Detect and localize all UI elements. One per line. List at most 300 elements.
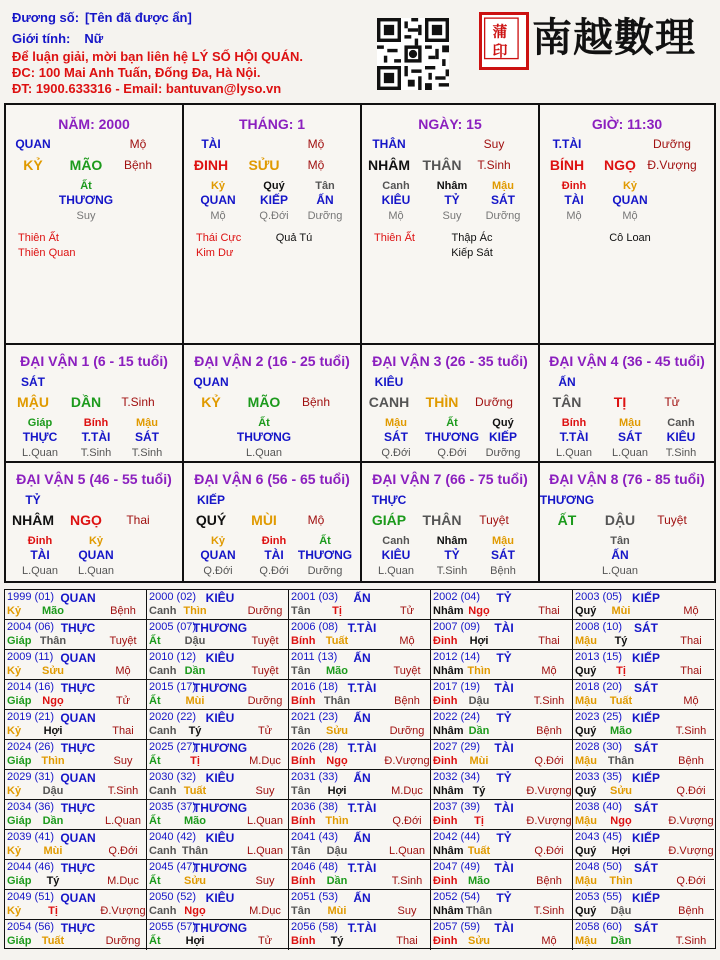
hidden-stem: Quý bbox=[263, 180, 285, 192]
year-cell[interactable] bbox=[289, 830, 431, 860]
year-label: 2050 (52) bbox=[149, 891, 197, 903]
year-branch: Tuất bbox=[41, 935, 65, 947]
dai-van-star: TỶ bbox=[25, 493, 41, 507]
year-star: T.TÀI bbox=[347, 801, 377, 815]
year-phase: M.Dục bbox=[391, 785, 423, 797]
hidden-star: KIẾP bbox=[259, 193, 289, 207]
year-phase: Thai bbox=[538, 635, 560, 647]
year-cell[interactable] bbox=[431, 620, 573, 650]
year-cell[interactable] bbox=[431, 860, 573, 890]
year-stem: Giáp bbox=[7, 695, 32, 707]
year-branch: Dần bbox=[326, 875, 348, 887]
year-phase: Tuyệt bbox=[109, 635, 137, 647]
qr-code-icon[interactable] bbox=[377, 18, 449, 90]
year-phase: Mộ bbox=[399, 635, 415, 647]
hidden-phase: L.Quan bbox=[555, 447, 593, 459]
hidden-star: ẤN bbox=[316, 193, 334, 207]
hidden-star: QUAN bbox=[200, 193, 236, 207]
hidden-stem: Kỷ bbox=[210, 535, 226, 547]
hidden-star: QUAN bbox=[200, 548, 236, 562]
year-phase: Bệnh bbox=[678, 905, 704, 917]
year-cell[interactable] bbox=[5, 740, 147, 770]
special-star: Thập Ác bbox=[451, 232, 493, 244]
year-label: 2029 (31) bbox=[7, 771, 55, 783]
year-label: 2058 (60) bbox=[575, 921, 623, 933]
hidden-phase: Q.Đới bbox=[259, 565, 289, 577]
pillar-cell[interactable] bbox=[540, 105, 714, 345]
dai-van-star: SÁT bbox=[21, 375, 45, 389]
year-cell[interactable] bbox=[147, 590, 289, 620]
year-stem: Đinh bbox=[433, 755, 458, 767]
hidden-stem: Tân bbox=[610, 535, 630, 547]
year-stem: Mậu bbox=[575, 635, 597, 647]
year-star: TỶ bbox=[496, 771, 512, 785]
hidden-phase: Q.Đới bbox=[437, 447, 467, 459]
year-cell[interactable] bbox=[573, 890, 714, 920]
special-star: Thái Cực bbox=[196, 232, 242, 244]
year-label: 2018 (20) bbox=[575, 681, 623, 693]
year-label: 2006 (08) bbox=[291, 621, 339, 633]
hidden-stem: Ất bbox=[80, 180, 92, 192]
dai-van-stem: KỶ bbox=[201, 394, 221, 410]
year-cell[interactable] bbox=[5, 620, 147, 650]
year-label: 2007 (09) bbox=[433, 621, 481, 633]
year-branch: Hợi bbox=[43, 725, 63, 737]
year-star: THỰC bbox=[60, 621, 96, 635]
year-phase: Bệnh bbox=[110, 605, 136, 617]
year-cell[interactable] bbox=[5, 680, 147, 710]
year-branch: Tị bbox=[616, 665, 626, 677]
year-cell[interactable] bbox=[5, 590, 147, 620]
stem-phase: Suy bbox=[483, 137, 505, 151]
year-cell[interactable] bbox=[573, 770, 714, 800]
year-cell[interactable] bbox=[431, 890, 573, 920]
hidden-stem: Canh bbox=[667, 417, 695, 429]
year-cell[interactable] bbox=[147, 830, 289, 860]
year-cell[interactable] bbox=[289, 620, 431, 650]
year-stem: Giáp bbox=[7, 815, 32, 827]
year-stem: Quý bbox=[575, 725, 597, 737]
year-phase: Q.Đới bbox=[108, 845, 138, 857]
year-cell[interactable] bbox=[147, 620, 289, 650]
year-cell[interactable] bbox=[5, 890, 147, 920]
dai-van-stem: MẬU bbox=[17, 394, 49, 410]
year-cell[interactable] bbox=[289, 740, 431, 770]
year-label: 2026 (28) bbox=[291, 741, 339, 753]
year-stem: Canh bbox=[149, 725, 177, 737]
hidden-star: SÁT bbox=[491, 548, 515, 562]
year-cell[interactable] bbox=[147, 920, 289, 950]
earthly-branch: NGỌ bbox=[604, 157, 636, 173]
year-star: QUAN bbox=[60, 771, 96, 785]
year-label: 2025 (27) bbox=[149, 741, 197, 753]
dai-van-cell[interactable] bbox=[540, 345, 714, 463]
year-cell[interactable] bbox=[289, 890, 431, 920]
year-star: TÀI bbox=[494, 621, 514, 635]
year-stem: Canh bbox=[149, 605, 177, 617]
year-cell[interactable] bbox=[431, 800, 573, 830]
year-star: T.TÀI bbox=[347, 741, 377, 755]
year-phase: Tử bbox=[257, 725, 273, 737]
year-phase: Đ.Vượng bbox=[100, 905, 146, 917]
year-star: KIẾP bbox=[631, 831, 661, 845]
hidden-phase: T.Sinh bbox=[80, 447, 112, 459]
year-cell[interactable] bbox=[431, 920, 573, 950]
owner-label: Đương số: bbox=[12, 10, 80, 25]
year-label: 2009 (11) bbox=[7, 651, 54, 663]
year-cell[interactable] bbox=[289, 710, 431, 740]
year-cell[interactable] bbox=[573, 860, 714, 890]
year-cell[interactable] bbox=[573, 830, 714, 860]
pillar-cell[interactable] bbox=[6, 105, 184, 345]
year-label: 2028 (30) bbox=[575, 741, 623, 753]
year-stem: Tân bbox=[291, 605, 311, 617]
year-star: SÁT bbox=[634, 861, 658, 875]
year-branch: Tý bbox=[188, 725, 202, 737]
year-label: 2037 (39) bbox=[433, 801, 481, 813]
dai-van-cell[interactable] bbox=[540, 463, 714, 583]
year-stem: Bính bbox=[291, 875, 316, 887]
year-cell[interactable] bbox=[573, 920, 714, 950]
year-star: ẤN bbox=[353, 591, 371, 605]
year-cell[interactable] bbox=[431, 710, 573, 740]
year-branch: Sửu bbox=[325, 725, 349, 737]
hidden-phase: T.Sinh bbox=[131, 447, 163, 459]
year-branch: Mão bbox=[610, 725, 632, 737]
year-label: 2055 (57) bbox=[149, 921, 197, 933]
year-stem: Ất bbox=[149, 815, 161, 827]
hidden-phase: T.Sinh bbox=[665, 447, 697, 459]
year-cell[interactable] bbox=[289, 770, 431, 800]
year-star: QUAN bbox=[60, 891, 96, 905]
dai-van-cell[interactable] bbox=[6, 463, 184, 583]
year-phase: Dưỡng bbox=[105, 935, 141, 947]
pillar-cell[interactable] bbox=[362, 105, 540, 345]
hidden-star: ẤN bbox=[611, 548, 629, 562]
hidden-stem: Kỷ bbox=[88, 535, 104, 547]
dai-van-title: ĐẠI VẬN 2 (16 - 25 tuổi) bbox=[194, 353, 350, 369]
year-stem: Quý bbox=[575, 785, 597, 797]
year-branch: Thân bbox=[323, 695, 351, 707]
year-cell[interactable] bbox=[289, 590, 431, 620]
year-label: 2008 (10) bbox=[575, 621, 623, 633]
hidden-stem: Mậu bbox=[492, 180, 514, 192]
year-cell[interactable] bbox=[5, 860, 147, 890]
year-label: 2031 (33) bbox=[291, 771, 339, 783]
heavenly-stem: BÍNH bbox=[549, 157, 585, 173]
year-cell[interactable] bbox=[289, 650, 431, 680]
year-stem: Mậu bbox=[575, 875, 597, 887]
branch-phase: Bệnh bbox=[123, 158, 153, 172]
year-star: ẤN bbox=[353, 651, 371, 665]
pillar-cell[interactable] bbox=[184, 105, 362, 345]
year-star: TỶ bbox=[496, 831, 512, 845]
year-cell[interactable] bbox=[147, 800, 289, 830]
dai-van-cell[interactable] bbox=[184, 463, 362, 583]
hidden-stem: Tân bbox=[315, 180, 335, 192]
dai-van-stem: ẤT bbox=[557, 512, 577, 528]
year-star: KIẾP bbox=[631, 771, 661, 785]
hidden-phase: Mộ bbox=[622, 210, 638, 222]
hidden-phase: Suy bbox=[76, 210, 96, 222]
year-stem: Ất bbox=[149, 755, 161, 767]
dai-van-phase: Tử bbox=[664, 395, 680, 409]
hidden-star: TÀI bbox=[564, 193, 584, 207]
hidden-phase: Q.Đới bbox=[259, 210, 289, 222]
hidden-star: TỶ bbox=[444, 548, 460, 562]
hidden-stem: Ất bbox=[319, 535, 331, 547]
year-star: TỶ bbox=[496, 711, 512, 725]
dai-van-branch: DẬU bbox=[604, 512, 636, 528]
year-label: 2002 (04) bbox=[433, 591, 481, 603]
year-stem: Tân bbox=[291, 665, 311, 677]
hidden-star: KIÊU bbox=[381, 548, 411, 562]
dai-van-cell[interactable] bbox=[6, 345, 184, 463]
year-star: T.TÀI bbox=[347, 681, 377, 695]
year-branch: Sửu bbox=[467, 935, 491, 947]
year-label: 2019 (21) bbox=[7, 711, 55, 723]
stem-star: TÀI bbox=[201, 137, 221, 151]
year-branch: Tị bbox=[190, 755, 200, 767]
year-label: 2046 (48) bbox=[291, 861, 339, 873]
hidden-stem: Bính bbox=[83, 417, 109, 429]
branch-phase: T.Sinh bbox=[477, 158, 511, 172]
year-stem: Đinh bbox=[433, 875, 458, 887]
year-stem: Giáp bbox=[7, 755, 32, 767]
hidden-stem: Kỷ bbox=[210, 180, 226, 192]
stem-star: THÂN bbox=[372, 137, 406, 151]
year-label: 2047 (49) bbox=[433, 861, 481, 873]
dai-van-branch: THÂN bbox=[422, 512, 462, 528]
year-star: THƯƠNG bbox=[192, 861, 248, 875]
year-cell[interactable] bbox=[289, 920, 431, 950]
year-cell[interactable] bbox=[431, 830, 573, 860]
seal-text: 蒲 bbox=[492, 22, 508, 41]
year-phase: Dưỡng bbox=[247, 605, 283, 617]
year-cell[interactable] bbox=[573, 590, 714, 620]
year-phase: Bệnh bbox=[536, 875, 562, 887]
gender-label: Giới tính: bbox=[12, 31, 71, 46]
year-label: 2057 (59) bbox=[433, 921, 481, 933]
hidden-phase: Bệnh bbox=[490, 565, 516, 577]
year-phase: Mộ bbox=[541, 665, 557, 677]
year-phase: Mộ bbox=[683, 695, 699, 707]
hidden-star: THƯƠNG bbox=[297, 548, 353, 562]
year-label: 2035 (37) bbox=[149, 801, 197, 813]
year-stem: Nhâm bbox=[433, 665, 464, 677]
year-branch: Dậu bbox=[326, 845, 348, 857]
year-star: QUAN bbox=[60, 591, 96, 605]
year-stem: Quý bbox=[575, 605, 597, 617]
year-label: 2036 (38) bbox=[291, 801, 339, 813]
year-cell[interactable] bbox=[5, 920, 147, 950]
stem-star: T.TÀI bbox=[552, 137, 582, 151]
year-stem: Bính bbox=[291, 935, 316, 947]
dai-van-star: KIẾP bbox=[196, 493, 226, 507]
year-phase: Bệnh bbox=[394, 695, 420, 707]
year-branch: Tuất bbox=[183, 785, 207, 797]
hidden-stem: Canh bbox=[382, 180, 410, 192]
year-star: THƯƠNG bbox=[192, 681, 248, 695]
year-star: KIÊU bbox=[205, 831, 235, 845]
year-phase: Q.Đới bbox=[534, 845, 564, 857]
hidden-star: TỶ bbox=[444, 193, 460, 207]
header bbox=[0, 0, 720, 104]
dai-van-cell[interactable] bbox=[362, 463, 540, 583]
dai-van-cell[interactable] bbox=[362, 345, 540, 463]
year-stem: Quý bbox=[575, 665, 597, 677]
year-cell[interactable] bbox=[289, 680, 431, 710]
year-stem: Bính bbox=[291, 815, 316, 827]
year-branch: Sửu bbox=[609, 785, 633, 797]
year-label: 1999 (01) bbox=[7, 591, 55, 603]
year-branch: Mão bbox=[42, 605, 64, 617]
year-branch: Tị bbox=[332, 605, 342, 617]
hidden-star: T.TÀI bbox=[81, 430, 111, 444]
year-cell[interactable] bbox=[289, 860, 431, 890]
year-cell[interactable] bbox=[431, 770, 573, 800]
year-branch: Ngọ bbox=[468, 605, 490, 617]
year-phase: Tử bbox=[399, 605, 415, 617]
hidden-stem: Đinh bbox=[27, 535, 53, 547]
year-cell[interactable] bbox=[147, 740, 289, 770]
year-cell[interactable] bbox=[147, 680, 289, 710]
year-branch: Tý bbox=[330, 935, 344, 947]
year-label: 2045 (47) bbox=[149, 861, 197, 873]
year-label: 2001 (03) bbox=[291, 591, 339, 603]
pillar-title: NGÀY: 15 bbox=[418, 116, 482, 132]
year-phase: Thai bbox=[538, 605, 560, 617]
year-cell[interactable] bbox=[573, 620, 714, 650]
dai-van-cell[interactable] bbox=[184, 345, 362, 463]
year-star: THỰC bbox=[60, 861, 96, 875]
year-phase: T.Sinh bbox=[675, 935, 707, 947]
year-star: THƯƠNG bbox=[192, 621, 248, 635]
year-cell[interactable] bbox=[289, 800, 431, 830]
year-stem: Giáp bbox=[7, 635, 32, 647]
year-stem: Nhâm bbox=[433, 785, 464, 797]
year-star: TỶ bbox=[496, 591, 512, 605]
year-stem: Nhâm bbox=[433, 725, 464, 737]
dai-van-branch: MÃO bbox=[247, 394, 281, 410]
year-stem: Canh bbox=[149, 905, 177, 917]
year-cell[interactable] bbox=[431, 740, 573, 770]
year-stem: Đinh bbox=[433, 815, 458, 827]
hidden-star: KIẾP bbox=[488, 430, 518, 444]
year-cell[interactable] bbox=[147, 650, 289, 680]
year-phase: L.Quan bbox=[246, 815, 284, 827]
year-branch: Thìn bbox=[467, 665, 491, 677]
special-star: Thiên Ất bbox=[374, 232, 415, 244]
year-branch: Mão bbox=[326, 665, 348, 677]
year-label: 2048 (50) bbox=[575, 861, 623, 873]
dai-van-star: QUAN bbox=[193, 375, 229, 389]
year-branch: Tị bbox=[48, 905, 58, 917]
hidden-phase: Dưỡng bbox=[485, 210, 521, 222]
dai-van-star: THỰC bbox=[371, 493, 407, 507]
hidden-star: QUAN bbox=[78, 548, 114, 562]
year-label: 2010 (12) bbox=[149, 651, 197, 663]
year-phase: Suy bbox=[113, 755, 133, 767]
year-cell[interactable] bbox=[5, 830, 147, 860]
year-label: 2022 (24) bbox=[433, 711, 481, 723]
year-phase: M.Dục bbox=[249, 905, 281, 917]
year-cell[interactable] bbox=[431, 590, 573, 620]
year-cell[interactable] bbox=[5, 710, 147, 740]
year-cell[interactable] bbox=[147, 860, 289, 890]
year-cell[interactable] bbox=[5, 770, 147, 800]
year-cell[interactable] bbox=[573, 650, 714, 680]
earthly-branch: THÂN bbox=[422, 157, 462, 173]
year-branch: Hợi bbox=[469, 635, 489, 647]
year-stem: Đinh bbox=[433, 635, 458, 647]
year-stem: Ất bbox=[149, 695, 161, 707]
dai-van-phase: Bệnh bbox=[301, 395, 331, 409]
year-branch: Mùi bbox=[611, 605, 631, 617]
dai-van-phase: Mộ bbox=[307, 513, 325, 527]
stem-phase: Mộ bbox=[307, 137, 325, 151]
year-phase: Tuyệt bbox=[393, 665, 421, 677]
year-star: THỰC bbox=[60, 801, 96, 815]
year-cell[interactable] bbox=[431, 650, 573, 680]
year-label: 2034 (36) bbox=[7, 801, 55, 813]
year-label: 2013 (15) bbox=[575, 651, 623, 663]
year-label: 2041 (43) bbox=[291, 831, 339, 843]
dai-van-title: ĐẠI VẬN 3 (26 - 35 tuổi) bbox=[372, 353, 528, 369]
special-star: Thiên Ất bbox=[18, 232, 59, 244]
year-stem: Canh bbox=[149, 785, 177, 797]
hidden-stem: Mậu bbox=[385, 417, 407, 429]
hidden-star: TÀI bbox=[30, 548, 50, 562]
year-star: KIÊU bbox=[205, 891, 235, 905]
year-label: 2020 (22) bbox=[149, 711, 197, 723]
pillar-title: GIỜ: 11:30 bbox=[591, 116, 663, 132]
year-branch: Dậu bbox=[42, 785, 64, 797]
year-stem: Kỷ bbox=[7, 845, 22, 857]
seal-stamp-icon bbox=[479, 12, 529, 70]
hidden-star: THƯƠNG bbox=[236, 430, 292, 444]
year-stem: Tân bbox=[291, 725, 311, 737]
year-star: SÁT bbox=[634, 621, 658, 635]
year-cell[interactable] bbox=[5, 800, 147, 830]
year-cell[interactable] bbox=[147, 890, 289, 920]
dai-van-star: ẤN bbox=[558, 375, 576, 389]
year-phase: Tử bbox=[115, 695, 131, 707]
earthly-branch: SỬU bbox=[248, 157, 280, 173]
year-cell[interactable] bbox=[147, 710, 289, 740]
year-cell[interactable] bbox=[573, 740, 714, 770]
year-phase: Thai bbox=[680, 665, 702, 677]
year-label: 2032 (34) bbox=[433, 771, 481, 783]
year-cell[interactable] bbox=[573, 710, 714, 740]
year-cell[interactable] bbox=[5, 650, 147, 680]
hidden-phase: Mộ bbox=[566, 210, 582, 222]
year-cell[interactable] bbox=[573, 680, 714, 710]
year-cell[interactable] bbox=[147, 770, 289, 800]
year-cell[interactable] bbox=[431, 680, 573, 710]
hidden-star: SÁT bbox=[135, 430, 159, 444]
year-phase: Bệnh bbox=[678, 755, 704, 767]
year-stem: Giáp bbox=[7, 935, 32, 947]
year-phase: L.Quan bbox=[246, 845, 284, 857]
year-star: THỰC bbox=[60, 741, 96, 755]
year-stem: Kỷ bbox=[7, 905, 22, 917]
year-cell[interactable] bbox=[573, 800, 714, 830]
special-star: Thiên Quan bbox=[18, 247, 76, 259]
dai-van-branch: NGỌ bbox=[70, 512, 102, 528]
annual-luck-table bbox=[4, 589, 716, 949]
hidden-star: SÁT bbox=[384, 430, 408, 444]
